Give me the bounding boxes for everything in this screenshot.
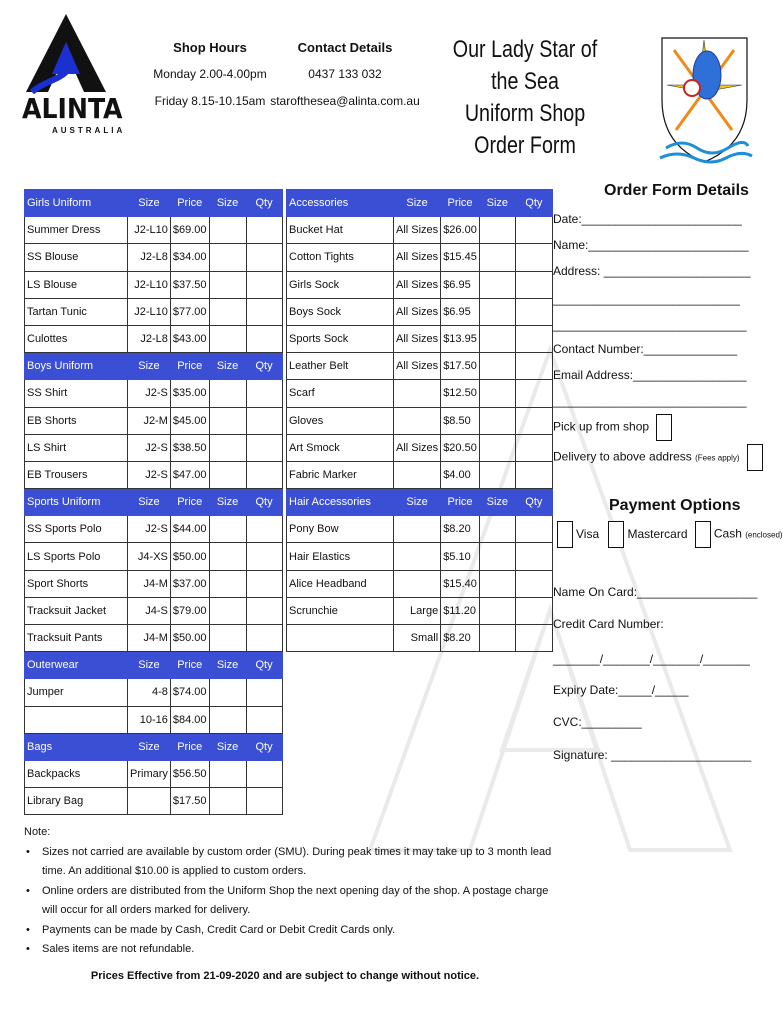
card-number-label: Credit Card Number: bbox=[553, 617, 664, 631]
pickup-option bbox=[553, 414, 672, 441]
item-name: SS Shirt bbox=[25, 380, 128, 407]
column-header: Size bbox=[394, 489, 441, 516]
section-title: Sports Uniform bbox=[25, 489, 128, 516]
item-name: Library Bag bbox=[25, 788, 128, 815]
column-header: Size bbox=[209, 733, 246, 760]
shop-hours bbox=[150, 34, 270, 115]
item-price: $38.50 bbox=[170, 434, 209, 461]
table-row bbox=[25, 597, 283, 624]
name-on-card-field[interactable]: Name On Card:__________________ bbox=[553, 585, 758, 599]
size-input[interactable] bbox=[479, 325, 515, 352]
column-header: Size bbox=[479, 489, 515, 516]
column-header: Size bbox=[479, 190, 515, 217]
table-row bbox=[287, 217, 553, 244]
name-field[interactable]: Name:________________________ bbox=[553, 238, 749, 252]
item-size: J2-S bbox=[128, 461, 171, 488]
item-price: $44.00 bbox=[170, 516, 209, 543]
item-name: Art Smock bbox=[287, 434, 394, 461]
size-input[interactable] bbox=[209, 516, 246, 543]
order-details-heading: Order Form Details bbox=[604, 182, 749, 199]
qty-input[interactable] bbox=[246, 271, 282, 298]
table-row bbox=[25, 625, 283, 652]
size-input[interactable] bbox=[479, 597, 515, 624]
section-header bbox=[287, 489, 553, 516]
item-price: $50.00 bbox=[170, 625, 209, 652]
column-header: Price bbox=[170, 489, 209, 516]
item-size: Small bbox=[394, 625, 441, 652]
item-name: Tartan Tunic bbox=[25, 298, 128, 325]
item-size bbox=[394, 570, 441, 597]
section-header bbox=[25, 489, 283, 516]
table-row bbox=[287, 271, 553, 298]
item-size: J2-S bbox=[128, 434, 171, 461]
table-row bbox=[287, 461, 553, 488]
size-input[interactable] bbox=[479, 570, 515, 597]
column-header: Size bbox=[128, 652, 171, 679]
item-price: $12.50 bbox=[441, 380, 480, 407]
qty-input[interactable] bbox=[515, 353, 552, 380]
size-input[interactable] bbox=[209, 570, 246, 597]
column-header: Size bbox=[394, 190, 441, 217]
qty-input[interactable] bbox=[246, 788, 282, 815]
email-line-2[interactable]: _____________________________ bbox=[553, 394, 747, 408]
qty-input[interactable] bbox=[515, 516, 552, 543]
item-price: $6.95 bbox=[441, 271, 480, 298]
item-name: Backpacks bbox=[25, 760, 128, 787]
table-row bbox=[25, 516, 283, 543]
qty-input[interactable] bbox=[515, 407, 552, 434]
table-row bbox=[25, 380, 283, 407]
size-input[interactable] bbox=[479, 516, 515, 543]
table-row bbox=[25, 679, 283, 706]
qty-input[interactable] bbox=[246, 217, 282, 244]
qty-input[interactable] bbox=[515, 325, 552, 352]
item-name: Culottes bbox=[25, 325, 128, 352]
card-number-field[interactable]: _______/_______/_______/_______ bbox=[553, 652, 750, 666]
notes-list bbox=[24, 843, 564, 960]
payment-heading: Payment Options bbox=[609, 497, 741, 514]
column-header: Qty bbox=[515, 489, 552, 516]
size-input[interactable] bbox=[209, 597, 246, 624]
expiry-field[interactable]: Expiry Date:_____/_____ bbox=[553, 683, 689, 697]
delivery-label: Delivery to above address bbox=[553, 449, 692, 464]
shop-hours-line: Monday 2.00-4.00pm bbox=[153, 67, 267, 81]
item-name: LS Shirt bbox=[25, 434, 128, 461]
qty-input[interactable] bbox=[515, 625, 552, 652]
right-price-table bbox=[286, 189, 553, 652]
column-header: Qty bbox=[246, 353, 282, 380]
delivery-checkbox[interactable] bbox=[747, 444, 763, 471]
item-size: All Sizes bbox=[394, 353, 441, 380]
column-header: Price bbox=[170, 353, 209, 380]
size-input[interactable] bbox=[479, 298, 515, 325]
table-row bbox=[25, 217, 283, 244]
cash-checkbox[interactable] bbox=[695, 521, 711, 548]
school-crest-icon bbox=[652, 30, 757, 168]
item-size: J2-L10 bbox=[128, 298, 171, 325]
item-name: LS Blouse bbox=[25, 271, 128, 298]
qty-input[interactable] bbox=[515, 217, 552, 244]
item-size: J4-M bbox=[128, 570, 171, 597]
section-title: Hair Accessories bbox=[287, 489, 394, 516]
item-name: Leather Belt bbox=[287, 353, 394, 380]
item-price: $4.00 bbox=[441, 461, 480, 488]
item-price: $79.00 bbox=[170, 597, 209, 624]
item-price: $5.10 bbox=[441, 543, 480, 570]
cash-note: (enclosed) bbox=[745, 530, 783, 540]
qty-input[interactable] bbox=[515, 244, 552, 271]
item-price: $47.00 bbox=[170, 461, 209, 488]
qty-input[interactable] bbox=[246, 597, 282, 624]
item-size: J2-S bbox=[128, 516, 171, 543]
column-header: Price bbox=[170, 652, 209, 679]
size-input[interactable] bbox=[209, 244, 246, 271]
qty-input[interactable] bbox=[246, 407, 282, 434]
item-size bbox=[394, 407, 441, 434]
item-price: $37.00 bbox=[170, 570, 209, 597]
section-header bbox=[25, 353, 283, 380]
qty-input[interactable] bbox=[515, 570, 552, 597]
contact-number-field[interactable]: Contact Number:______________ bbox=[553, 342, 738, 356]
qty-input[interactable] bbox=[246, 679, 282, 706]
item-name: Gloves bbox=[287, 407, 394, 434]
notes-heading: Note: bbox=[24, 826, 51, 838]
item-price: $50.00 bbox=[170, 543, 209, 570]
qty-input[interactable] bbox=[246, 543, 282, 570]
price-notice: Prices Effective from 21-09-2020 and are subject to change without notice. bbox=[90, 970, 480, 982]
item-size: J2-L10 bbox=[128, 217, 171, 244]
item-price: $20.50 bbox=[441, 434, 480, 461]
section-title: Boys Uniform bbox=[25, 353, 128, 380]
item-size: All Sizes bbox=[394, 271, 441, 298]
contact-details bbox=[270, 34, 420, 115]
size-input[interactable] bbox=[209, 679, 246, 706]
column-header: Size bbox=[209, 489, 246, 516]
item-price: $6.95 bbox=[441, 298, 480, 325]
item-price: $43.00 bbox=[170, 325, 209, 352]
qty-input[interactable] bbox=[515, 597, 552, 624]
item-size bbox=[394, 461, 441, 488]
item-size: J2-L8 bbox=[128, 244, 171, 271]
table-row bbox=[287, 353, 553, 380]
item-name bbox=[287, 625, 394, 652]
brand-name: ALINTA bbox=[22, 92, 123, 125]
item-name: Jumper bbox=[25, 679, 128, 706]
size-input[interactable] bbox=[479, 217, 515, 244]
table-row bbox=[287, 570, 553, 597]
item-name bbox=[25, 706, 128, 733]
item-name: Bucket Hat bbox=[287, 217, 394, 244]
left-price-table bbox=[24, 189, 283, 815]
table-row bbox=[287, 597, 553, 624]
date-field[interactable]: Date:________________________ bbox=[553, 212, 742, 226]
note-item: • Payments can be made by Cash, Credit Card or Debit Credit Cards only. bbox=[24, 921, 564, 941]
item-name: Alice Headband bbox=[287, 570, 394, 597]
table-row bbox=[25, 788, 283, 815]
item-price: $17.50 bbox=[441, 353, 480, 380]
notes-section bbox=[24, 823, 564, 960]
item-price: $34.00 bbox=[170, 244, 209, 271]
qty-input[interactable] bbox=[246, 434, 282, 461]
item-size: All Sizes bbox=[394, 244, 441, 271]
qty-input[interactable] bbox=[246, 625, 282, 652]
column-header: Qty bbox=[246, 652, 282, 679]
payment-options bbox=[557, 521, 783, 548]
column-header: Price bbox=[441, 190, 480, 217]
item-price: $26.00 bbox=[441, 217, 480, 244]
column-header: Qty bbox=[515, 190, 552, 217]
section-title: Girls Uniform bbox=[25, 190, 128, 217]
column-header: Size bbox=[209, 652, 246, 679]
page-title bbox=[439, 34, 611, 162]
item-size: All Sizes bbox=[394, 217, 441, 244]
qty-input[interactable] bbox=[515, 543, 552, 570]
contact-email: starofthesea@alinta.com.au bbox=[270, 94, 420, 108]
item-name: Tracksuit Pants bbox=[25, 625, 128, 652]
item-name: Boys Sock bbox=[287, 298, 394, 325]
column-header: Price bbox=[170, 190, 209, 217]
item-size bbox=[128, 788, 171, 815]
qty-input[interactable] bbox=[246, 244, 282, 271]
table-row bbox=[25, 543, 283, 570]
column-header: Size bbox=[128, 353, 171, 380]
table-row bbox=[25, 298, 283, 325]
item-size: Large bbox=[394, 597, 441, 624]
contact-phone: 0437 133 032 bbox=[308, 67, 382, 81]
qty-input[interactable] bbox=[515, 434, 552, 461]
size-input[interactable] bbox=[479, 271, 515, 298]
table-row bbox=[287, 625, 553, 652]
size-input[interactable] bbox=[209, 217, 246, 244]
cvc-field[interactable]: CVC:_________ bbox=[553, 715, 642, 729]
item-size bbox=[394, 516, 441, 543]
item-size bbox=[394, 380, 441, 407]
contact-heading: Contact Details bbox=[297, 40, 393, 55]
item-name: Summer Dress bbox=[25, 217, 128, 244]
table-row bbox=[25, 434, 283, 461]
item-name: Scarf bbox=[287, 380, 394, 407]
table-row bbox=[25, 325, 283, 352]
qty-input[interactable] bbox=[515, 271, 552, 298]
item-name: EB Shorts bbox=[25, 407, 128, 434]
size-input[interactable] bbox=[209, 325, 246, 352]
table-row bbox=[25, 570, 283, 597]
table-row bbox=[287, 380, 553, 407]
item-price: $13.95 bbox=[441, 325, 480, 352]
size-input[interactable] bbox=[209, 788, 246, 815]
column-header: Qty bbox=[246, 733, 282, 760]
column-header: Price bbox=[170, 733, 209, 760]
item-price: $15.40 bbox=[441, 570, 480, 597]
mastercard-checkbox[interactable] bbox=[608, 521, 624, 548]
column-header: Size bbox=[128, 190, 171, 217]
table-row bbox=[287, 244, 553, 271]
size-input[interactable] bbox=[479, 625, 515, 652]
size-input[interactable] bbox=[479, 543, 515, 570]
column-header: Size bbox=[128, 733, 171, 760]
visa-checkbox[interactable] bbox=[557, 521, 573, 548]
column-header: Size bbox=[209, 190, 246, 217]
qty-input[interactable] bbox=[515, 380, 552, 407]
size-input[interactable] bbox=[209, 298, 246, 325]
size-input[interactable] bbox=[209, 434, 246, 461]
item-size: J4-M bbox=[128, 625, 171, 652]
item-size: J4-S bbox=[128, 597, 171, 624]
qty-input[interactable] bbox=[246, 298, 282, 325]
qty-input[interactable] bbox=[515, 461, 552, 488]
size-input[interactable] bbox=[209, 760, 246, 787]
address-field[interactable]: Address: ______________________ bbox=[553, 264, 751, 278]
qty-input[interactable] bbox=[246, 706, 282, 733]
item-price: $35.00 bbox=[170, 380, 209, 407]
item-name: Hair Elastics bbox=[287, 543, 394, 570]
title-line-2: Uniform Shop Order Form bbox=[464, 100, 586, 159]
column-header: Qty bbox=[246, 190, 282, 217]
size-input[interactable] bbox=[209, 407, 246, 434]
brand-sub: AUSTRALIA bbox=[52, 126, 126, 135]
item-size: J2-L8 bbox=[128, 325, 171, 352]
item-name: Pony Bow bbox=[287, 516, 394, 543]
table-row bbox=[25, 461, 283, 488]
table-row bbox=[25, 271, 283, 298]
item-name: SS Blouse bbox=[25, 244, 128, 271]
pickup-label: Pick up from shop bbox=[553, 419, 650, 434]
column-header: Size bbox=[209, 353, 246, 380]
item-size bbox=[394, 543, 441, 570]
size-input[interactable] bbox=[209, 380, 246, 407]
section-header bbox=[25, 733, 283, 760]
table-row bbox=[287, 407, 553, 434]
size-input[interactable] bbox=[479, 407, 515, 434]
pickup-checkbox[interactable] bbox=[656, 414, 672, 441]
signature-field[interactable]: Signature: _____________________ bbox=[553, 748, 752, 762]
item-size: 10-16 bbox=[128, 706, 171, 733]
qty-input[interactable] bbox=[246, 325, 282, 352]
qty-input[interactable] bbox=[246, 570, 282, 597]
table-row bbox=[25, 760, 283, 787]
qty-input[interactable] bbox=[246, 461, 282, 488]
column-header: Size bbox=[128, 489, 171, 516]
size-input[interactable] bbox=[479, 380, 515, 407]
table-row bbox=[287, 298, 553, 325]
item-price: $8.20 bbox=[441, 516, 480, 543]
item-name: Girls Sock bbox=[287, 271, 394, 298]
item-price: $8.50 bbox=[441, 407, 480, 434]
size-input[interactable] bbox=[479, 244, 515, 271]
size-input[interactable] bbox=[209, 543, 246, 570]
size-input[interactable] bbox=[209, 271, 246, 298]
table-row bbox=[287, 325, 553, 352]
delivery-note: (Fees apply) bbox=[695, 453, 740, 463]
item-price: $11.20 bbox=[441, 597, 480, 624]
table-row bbox=[287, 434, 553, 461]
size-input[interactable] bbox=[479, 353, 515, 380]
item-name: Sports Sock bbox=[287, 325, 394, 352]
item-name: Tracksuit Jacket bbox=[25, 597, 128, 624]
size-input[interactable] bbox=[479, 461, 515, 488]
note-item: • Sales items are not refundable. bbox=[24, 940, 564, 960]
item-price: $74.00 bbox=[170, 679, 209, 706]
item-price: $45.00 bbox=[170, 407, 209, 434]
shop-hours-line: Friday 8.15-10.15am bbox=[154, 94, 266, 108]
item-price: $17.50 bbox=[170, 788, 209, 815]
size-input[interactable] bbox=[479, 434, 515, 461]
item-size: J2-S bbox=[128, 380, 171, 407]
table-row bbox=[25, 407, 283, 434]
note-item: • Online orders are distributed from the Uniform Shop the next opening day of the shop. A postage charge will occur for all orders marked for delivery. bbox=[24, 882, 564, 921]
qty-input[interactable] bbox=[246, 380, 282, 407]
address-line-2[interactable]: ____________________________ bbox=[553, 292, 740, 306]
item-size: J4-XS bbox=[128, 543, 171, 570]
section-title: Bags bbox=[25, 733, 128, 760]
table-row bbox=[25, 706, 283, 733]
column-header: Qty bbox=[246, 489, 282, 516]
note-item: • Sizes not carried are available by custom order (SMU). During peak times it may take up to 3 month lead time. An additional $10.00 is applied to custom orders. bbox=[24, 843, 564, 882]
email-field[interactable]: Email Address:_________________ bbox=[553, 368, 747, 382]
shop-hours-heading: Shop Hours bbox=[173, 40, 247, 55]
item-name: EB Trousers bbox=[25, 461, 128, 488]
delivery-option bbox=[553, 444, 763, 471]
item-size: All Sizes bbox=[394, 434, 441, 461]
size-input[interactable] bbox=[209, 625, 246, 652]
qty-input[interactable] bbox=[246, 516, 282, 543]
size-input[interactable] bbox=[209, 706, 246, 733]
cash-label: Cash bbox=[713, 526, 742, 541]
item-price: $69.00 bbox=[170, 217, 209, 244]
item-price: $84.00 bbox=[170, 706, 209, 733]
column-header: Price bbox=[441, 489, 480, 516]
item-name: Cotton Tights bbox=[287, 244, 394, 271]
item-name: SS Sports Polo bbox=[25, 516, 128, 543]
item-price: $56.50 bbox=[170, 760, 209, 787]
item-size: J2-M bbox=[128, 407, 171, 434]
section-header bbox=[287, 190, 553, 217]
table-row bbox=[287, 543, 553, 570]
item-size: 4-8 bbox=[128, 679, 171, 706]
visa-label: Visa bbox=[576, 526, 600, 541]
item-price: $15.45 bbox=[441, 244, 480, 271]
item-name: Scrunchie bbox=[287, 597, 394, 624]
qty-input[interactable] bbox=[246, 760, 282, 787]
table-row bbox=[25, 244, 283, 271]
mastercard-label: Mastercard bbox=[627, 526, 688, 541]
item-size: Primary bbox=[128, 760, 171, 787]
section-title: Outerwear bbox=[25, 652, 128, 679]
table-row bbox=[287, 516, 553, 543]
section-header bbox=[25, 652, 283, 679]
section-header bbox=[25, 190, 283, 217]
item-size: J2-L10 bbox=[128, 271, 171, 298]
item-price: $8.20 bbox=[441, 625, 480, 652]
address-line-3[interactable]: _____________________________ bbox=[553, 318, 747, 332]
qty-input[interactable] bbox=[515, 298, 552, 325]
item-price: $37.50 bbox=[170, 271, 209, 298]
item-price: $77.00 bbox=[170, 298, 209, 325]
section-title: Accessories bbox=[287, 190, 394, 217]
title-line-1: Our Lady Star of the Sea bbox=[452, 36, 598, 95]
item-size: All Sizes bbox=[394, 298, 441, 325]
item-name: LS Sports Polo bbox=[25, 543, 128, 570]
item-name: Fabric Marker bbox=[287, 461, 394, 488]
size-input[interactable] bbox=[209, 461, 246, 488]
item-size: All Sizes bbox=[394, 325, 441, 352]
item-name: Sport Shorts bbox=[25, 570, 128, 597]
